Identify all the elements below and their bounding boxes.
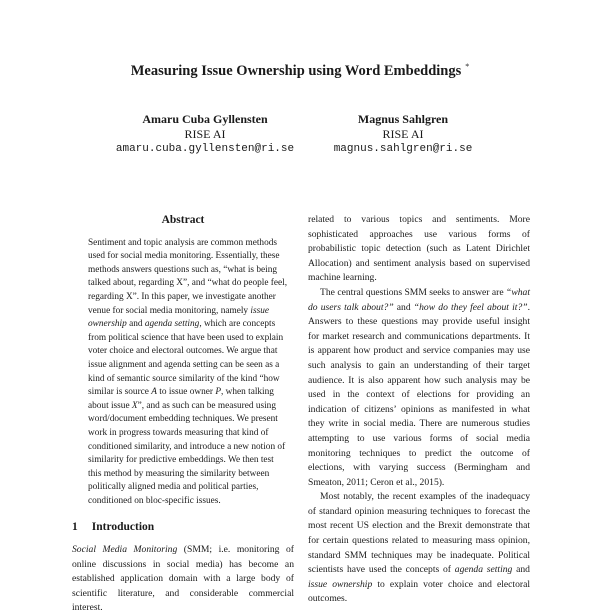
section-title: Introduction (91, 521, 155, 534)
abstract-heading: Abstract (161, 214, 205, 226)
para-emphasis: “what do users talk about?” (308, 286, 530, 313)
abstract-text: , when talking about issue (88, 387, 274, 411)
right-paragraph-2 (308, 286, 530, 490)
author-block-2 (303, 112, 503, 157)
abstract-text: and (126, 319, 145, 330)
para-text: and (393, 301, 414, 313)
abstract-text: ”, and as such can be measured using word/document embedding techniques. We present work in progress towards measuring that kind of conditioned similarity, and introduce a new notion of similarity for predictive embeddings. We then test this method by measuring the similarity between politically aligned media and political parties, conditioned on bloc-specific issues. (88, 400, 286, 506)
abstract-emphasis: X (131, 400, 138, 411)
para-text: . Answers to these questions may provide useful insight for market research and communications departments. It is apparent how product and service companies may use such analysis to gain an understanding of their target audience. It is also apparent how such analysis may be used in the context of elections for providing an indication of citizens’ opinions as manifested in what they write in social media. There are numerous studies attempting to use various forms of social media monitoring techniques to predict the outcome of elections, with varying success (Bermingham and Smeaton, 2011; Ceron et al., 2015). (308, 301, 530, 488)
para-emphasis: “how do they feel about it?” (413, 301, 528, 313)
right-column (308, 213, 530, 607)
para-emphasis: issue ownership (308, 578, 373, 590)
author-name: Amaru Cuba Gyllensten (142, 112, 268, 126)
left-column (72, 213, 294, 616)
author-affiliation: RISE AI (184, 127, 226, 141)
abstract-emphasis: agenda setting (144, 319, 200, 330)
para-text: Most notably, the recent examples of the inadequacy of standard opinion measuring techniques to forecast the most recent US election and the Brexit demonstrate that for certain questions related to measuring mass opinion, standard SMM techniques may be inadequate. Political scientists have used the concepts of (308, 491, 530, 576)
author-email: amaru.cuba.gyllensten@ri.se (115, 143, 295, 155)
section-heading-introduction (72, 520, 294, 535)
para-text: The central questions SMM seeks to answer are (320, 286, 506, 298)
author-name: Magnus Sahlgren (357, 112, 449, 126)
author-block-1 (105, 112, 305, 157)
abstract-text: Sentiment and topic analysis are common methods used for social media monitoring. Essentially, these methods answers questions such as, “what is being talked about, regarding X”, and “what do people feel, regarding X”. In this paper, we investigate another venue for social media monitoring, namely (88, 237, 288, 316)
intro-emphasis: Social Media Monitoring (72, 544, 178, 556)
para-text: to explain voter choice and electoral outcomes. (308, 578, 530, 605)
para-text: and (512, 564, 530, 576)
section-number: 1 (72, 521, 78, 534)
right-paragraph-3 (308, 490, 530, 607)
introduction-paragraph (72, 543, 294, 616)
title-footnote-mark: * (465, 62, 470, 71)
abstract-text: , which are concepts from political science that have been used to explain voter choice and electoral outcomes. We argue that issue alignment and agenda setting can be seen as a kind of semantic source similarity of the kind “how similar is source (88, 319, 284, 398)
paper-title (0, 62, 600, 80)
abstract-text: to issue owner (156, 387, 216, 398)
para-emphasis: agenda setting (454, 564, 513, 576)
author-affiliation: RISE AI (382, 127, 424, 141)
abstract-emphasis: P (215, 387, 221, 398)
intro-text: (SMM; i.e. monitoring of online discussions in social media) has become an established application domain with a large body of scientific literature, and considerable commercial interest. (72, 544, 294, 614)
abstract-emphasis: A (151, 387, 157, 398)
right-paragraph-1: related to various topics and sentiments. More sophisticated approaches use various forms of probabilistic topic detection (such as Latent Dirichlet Allocation) and sentiment analysis based on supervised machine learning. (308, 214, 530, 284)
author-email: magnus.sahlgren@ri.se (333, 143, 473, 155)
title-text: Measuring Issue Ownership using Word Embeddings (130, 62, 462, 79)
abstract-body (88, 237, 288, 509)
abstract-emphasis: issue ownership (88, 305, 270, 330)
